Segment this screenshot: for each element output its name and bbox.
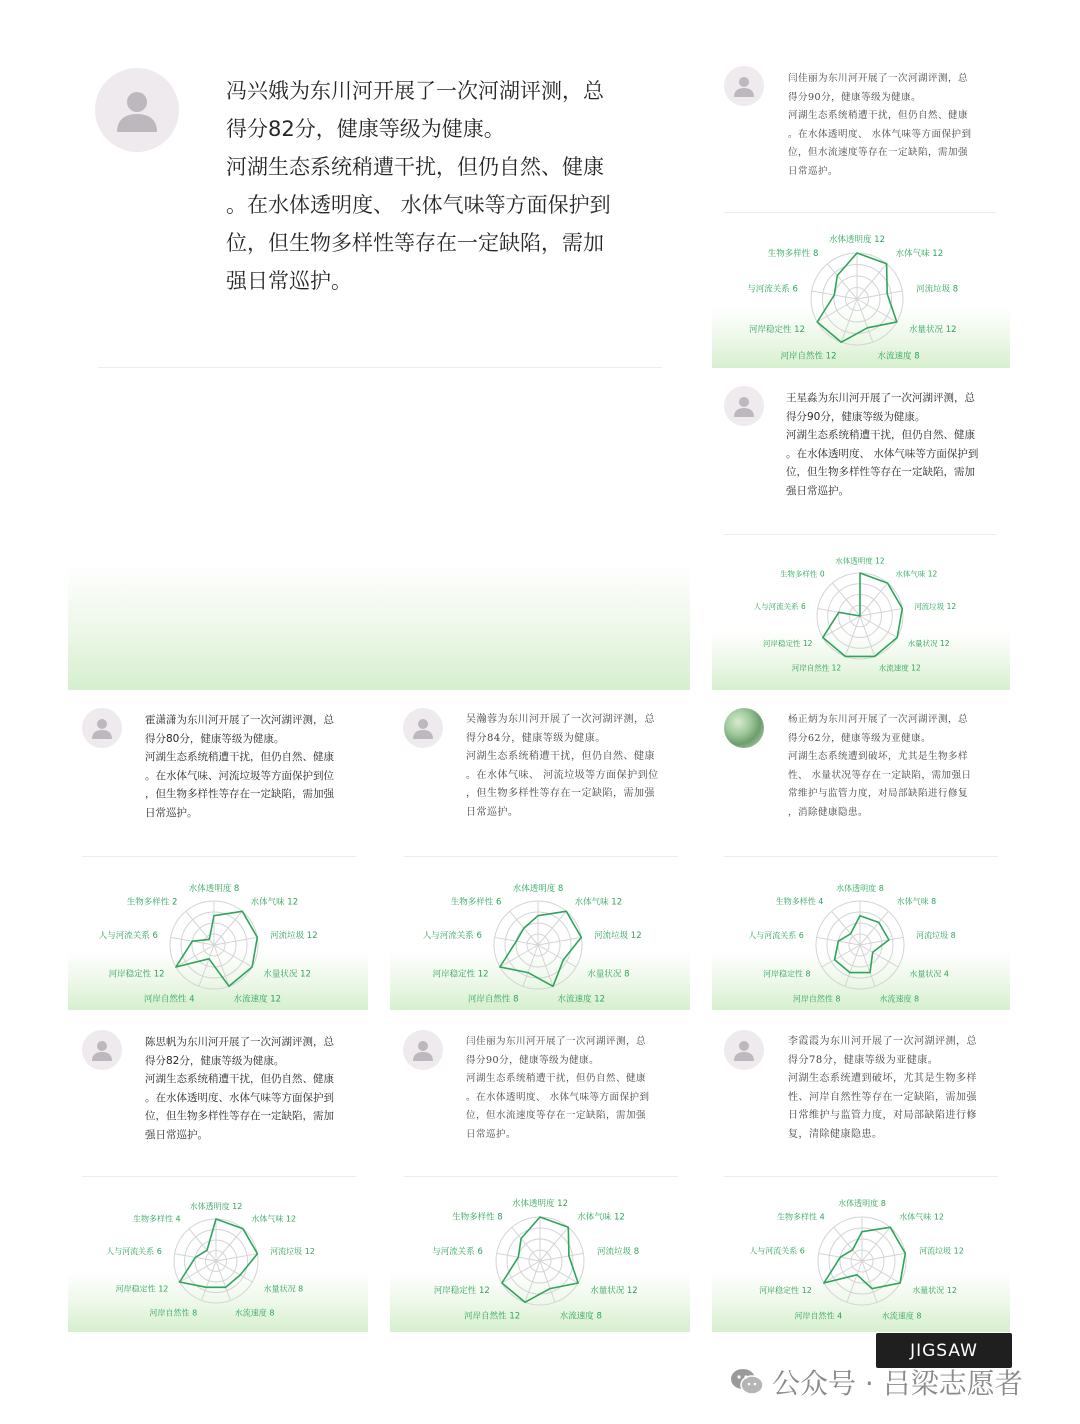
axis-label: 水体透明度 12 — [189, 1201, 243, 1211]
jigsaw-badge: JIGSAW — [876, 1333, 1012, 1368]
text-line: 位，但生物多样性等存在一定缺陷，需加 — [226, 231, 604, 255]
text-line: 得分90分，健康等级为健康。 — [786, 410, 926, 423]
text-line: 强日常巡护。 — [226, 269, 352, 293]
axis-label: 人与河流关系 6 — [753, 602, 806, 612]
radar-series — [500, 911, 581, 986]
text-line: 闫佳丽为东川河开展了一次河湖评测，总 — [788, 73, 969, 84]
grid-spoke — [834, 1227, 862, 1261]
text-line: 日常维护与监管力度，对局部缺陷进行修 — [788, 1110, 977, 1122]
axis-label: 水流速度 8 — [234, 1308, 275, 1318]
axis-label: 河流垃圾 8 — [916, 930, 956, 940]
avatar — [82, 708, 122, 748]
person-icon — [411, 1038, 435, 1062]
text-line: 河湖生态系统稍遭干扰，但仍自然、健康 — [145, 1073, 334, 1086]
axis-label: 生物多样性 2 — [126, 897, 178, 908]
axis-label: 水量状况 12 — [909, 325, 957, 335]
review-text — [145, 711, 361, 823]
axis-label: 水流速度 8 — [877, 351, 920, 362]
grid-spoke — [857, 264, 887, 299]
text-line: 吴瀚蓉为东川河开展了一次河湖评测，总 — [466, 714, 655, 725]
avatar — [724, 386, 764, 426]
grid-spoke — [845, 945, 860, 986]
avatar — [82, 1030, 122, 1070]
text-line: 常维护与监管力度，对局部缺陷进行修复 — [788, 788, 969, 800]
text-line: 强日常巡护。 — [786, 484, 849, 497]
text-line: 闫佳丽为东川河开展了一次河湖评测，总 — [466, 1036, 647, 1047]
text-line: 。在水体透明度、 水体气味等方面保护到 — [788, 128, 972, 140]
axis-label: 河岸稳定性 12 — [762, 639, 813, 649]
axis-label: 河岸稳定性 12 — [433, 1286, 490, 1296]
text-line: 位，但生物多样性等存在一定缺陷，需加 — [786, 466, 975, 479]
axis-label: 人与河流关系 6 — [748, 930, 804, 940]
radar-svg — [68, 862, 368, 1010]
axis-label: 水体气味 8 — [896, 897, 937, 907]
axis-label: 生物多样性 4 — [132, 1214, 181, 1224]
person-icon — [90, 1038, 114, 1062]
axis-label: 水流速度 12 — [233, 994, 282, 1005]
text-line: 冯兴娥为东川河开展了一次河湖评测，总 — [226, 79, 604, 103]
radar-svg — [390, 862, 690, 1010]
axis-label: 人与河流关系 6 — [106, 1247, 162, 1257]
axis-label: 生物多样性 0 — [779, 569, 825, 579]
axis-label: 生物多样性 8 — [767, 249, 819, 259]
radar-chart — [712, 862, 1010, 1010]
axis-label: 水量状况 4 — [909, 969, 950, 979]
divider — [724, 1176, 998, 1177]
axis-label: 河流垃圾 12 — [270, 1247, 315, 1257]
axis-label: 水体透明度 12 — [828, 235, 886, 245]
axis-label: 河岸自然性 8 — [467, 994, 519, 1005]
axis-label: 与河流关系 6 — [432, 1246, 483, 1257]
axis-label: 河岸自然性 8 — [792, 994, 841, 1004]
axis-label: 水量状况 8 — [263, 1284, 304, 1294]
axis-label: 生物多样性 4 — [777, 1212, 825, 1222]
text-line: 王星淼为东川河开展了一次河湖评测，总 — [786, 392, 975, 404]
axis-label: 河岸稳定性 12 — [108, 969, 165, 980]
grid-spoke — [832, 911, 860, 945]
text-line: 位，但水流速度等存在一定缺陷，需加强 — [788, 147, 969, 158]
divider — [724, 212, 996, 213]
review-text — [788, 1033, 1002, 1145]
grid-spoke — [214, 911, 242, 945]
axis-label: 河岸自然性 4 — [794, 1311, 843, 1321]
text-line: 霍潇潇为东川河开展了一次河湖评测，总 — [145, 714, 334, 726]
radar-svg — [68, 372, 690, 690]
text-line: 杨正炳为东川河开展了一次河湖评测，总 — [788, 714, 969, 725]
text-line: 。在水体透明度、 水体气味等方面保护到 — [226, 193, 611, 217]
axis-label: 水量状况 12 — [263, 969, 311, 980]
review-text — [788, 711, 1002, 823]
axis-label: 河岸自然性 12 — [464, 1311, 521, 1322]
axis-label: 水量状况 12 — [907, 639, 950, 649]
radar-chart — [68, 1182, 368, 1332]
radar-chart — [712, 216, 1010, 368]
text-line: 得分90分，健康等级为健康。 — [788, 91, 922, 103]
review-text — [788, 70, 998, 181]
text-line: 性、河岸自然性等存在一定缺陷，需加强 — [788, 1091, 977, 1103]
grid-spoke — [860, 945, 875, 986]
radar-svg — [712, 540, 1010, 690]
grid-spoke — [214, 945, 229, 986]
text-line: 。在水体透明度、 水体气味等方面保护到 — [786, 447, 979, 460]
axis-label: 水体气味 12 — [574, 897, 623, 908]
grid-spoke — [202, 1261, 216, 1300]
divider — [82, 856, 356, 857]
text-line: 日常巡护。 — [145, 806, 198, 819]
axis-label: 河岸自然性 12 — [780, 351, 837, 362]
axis-label: 河流垃圾 12 — [919, 1246, 964, 1256]
text-line: 。在水体气味、河流垃圾等方面保护到位 — [145, 769, 334, 782]
grid-spoke — [860, 583, 888, 616]
axis-label: 河流垃圾 12 — [270, 931, 318, 942]
grid-spoke — [540, 1227, 568, 1261]
grid-spoke — [857, 299, 873, 342]
text-line: ，消除健康隐患。 — [788, 806, 869, 818]
axis-label: 水体透明度 8 — [836, 883, 884, 893]
grid-spoke — [540, 1261, 555, 1302]
radar-chart — [390, 862, 690, 1010]
axis-label: 水流速度 12 — [557, 994, 606, 1005]
grid-spoke — [832, 583, 860, 616]
grid-spoke — [523, 945, 538, 986]
axis-label: 水流速度 12 — [878, 663, 921, 673]
axis-label: 生物多样性 6 — [450, 897, 502, 908]
radar-svg — [712, 216, 1010, 368]
axis-label: 水体透明度 8 — [512, 884, 564, 894]
axis-label: 河岸稳定性 12 — [759, 1285, 812, 1295]
text-line: ，但生物多样性等存在一定缺陷，需加强 — [145, 788, 334, 801]
axis-label: 水体气味 12 — [251, 1214, 297, 1224]
avatar — [95, 68, 179, 152]
text-line: 河湖生态系统稍遭干扰，但仍自然、健康 — [786, 429, 975, 442]
avatar-photo — [724, 708, 764, 748]
grid-spoke — [862, 1227, 890, 1261]
person-icon — [113, 86, 161, 134]
radar-svg — [712, 1182, 1010, 1332]
grid-spoke — [847, 1261, 862, 1302]
text-line: 河湖生态系统稍遭干扰，但仍自然、健康 — [466, 1073, 647, 1085]
person-icon — [411, 716, 435, 740]
axis-label: 水流速度 8 — [879, 994, 920, 1004]
text-line: 河湖生态系统稍遭干扰，但仍自然、健康 — [466, 751, 655, 763]
text-line: 河湖生态系统稍遭干扰，但仍自然、健康 — [226, 155, 604, 179]
text-line: 。在水体透明度、 水体气味等方面保护到 — [466, 1091, 650, 1103]
text-line: 得分78分，健康等级为亚健康。 — [788, 1054, 939, 1066]
axis-label: 河流垃圾 12 — [914, 602, 957, 612]
avatar — [724, 66, 764, 106]
review-text — [786, 389, 1002, 501]
wechat-watermark — [730, 1362, 1060, 1402]
axis-label: 水体透明度 8 — [838, 1198, 886, 1208]
axis-label: 水流速度 8 — [559, 1311, 602, 1322]
text-line: 李霞霞为东川河开展了一次河湖评测，总 — [788, 1036, 977, 1047]
axis-label: 河流垃圾 8 — [916, 284, 959, 295]
axis-label: 水体透明度 8 — [188, 884, 240, 894]
divider — [82, 1176, 356, 1177]
axis-label: 水流速度 8 — [881, 1311, 922, 1321]
axis-label: 河岸稳定性 12 — [748, 325, 805, 335]
divider — [724, 534, 996, 535]
axis-label: 水体气味 12 — [895, 569, 938, 579]
avatar — [724, 1030, 764, 1070]
watermark-text: 公众号 · 吕梁志愿者 — [772, 1367, 1023, 1400]
axis-label: 水体气味 12 — [250, 897, 299, 908]
radar-chart — [712, 1182, 1010, 1332]
wechat-icon — [730, 1367, 764, 1397]
person-icon — [90, 716, 114, 740]
axis-label: 与河流关系 6 — [747, 284, 798, 295]
text-line: 得分82分，健康等级为健康。 — [145, 1054, 285, 1067]
grid-spoke — [216, 1261, 230, 1300]
text-line: 得分82分，健康等级为健康。 — [226, 117, 505, 141]
axis-label: 河流垃圾 8 — [597, 1246, 640, 1257]
axis-label: 水体透明度 12 — [835, 556, 885, 566]
axis-label: 河岸稳定性 12 — [432, 969, 489, 980]
axis-label: 水体透明度 12 — [511, 1199, 569, 1209]
divider — [404, 1176, 678, 1177]
axis-label: 河岸自然性 8 — [149, 1308, 198, 1318]
axis-label: 河岸稳定性 12 — [115, 1284, 169, 1294]
axis-label: 水量状况 12 — [590, 1286, 638, 1296]
radar-svg — [390, 1182, 690, 1332]
radar-series — [176, 911, 257, 986]
axis-label: 河岸自然性 4 — [143, 994, 195, 1005]
text-line: 河湖生态系统稍遭干扰，但仍自然、健康 — [788, 110, 969, 121]
text-line: 复，清除健康隐患。 — [788, 1128, 883, 1140]
text-line: 得分84分，健康等级为健康。 — [466, 732, 606, 744]
axis-label: 生物多样性 8 — [452, 1212, 503, 1223]
text-line: 河湖生态系统稍遭干扰，但仍自然、健康 — [145, 751, 334, 764]
text-line: 位，但生物多样性等存在一定缺陷，需加 — [145, 1110, 334, 1123]
text-line: 得分62分，健康等级为亚健康。 — [788, 732, 932, 744]
review-text — [145, 1033, 361, 1145]
person-icon — [732, 394, 756, 418]
axis-label: 人与河流关系 6 — [749, 1246, 805, 1256]
radar-chart — [390, 1182, 690, 1332]
grid-spoke — [845, 616, 860, 656]
review-text — [466, 1033, 682, 1145]
person-icon — [732, 1038, 756, 1062]
text-line: 。在水体透明度、水体气味等方面保护到 — [145, 1091, 334, 1104]
axis-label: 人与河流关系 6 — [98, 931, 158, 942]
grid-spoke — [538, 911, 566, 945]
grid-spoke — [199, 945, 214, 986]
review-text — [466, 711, 682, 823]
text-line: 陈思帆为东川河开展了一次河湖评测，总 — [145, 1036, 334, 1048]
divider — [404, 856, 678, 857]
radar-svg — [712, 862, 1010, 1010]
radar-chart — [68, 372, 690, 690]
text-line: 位，但水流速度等存在一定缺陷，需加强 — [466, 1110, 647, 1122]
text-line: ，但生物多样性等存在一定缺陷，需加强 — [466, 788, 655, 800]
text-line: 得分90分，健康等级为健康。 — [466, 1054, 600, 1066]
avatar — [403, 1030, 443, 1070]
axis-label: 河流垃圾 12 — [594, 931, 642, 942]
radar-svg — [68, 1182, 368, 1332]
axis-label: 河岸自然性 12 — [791, 663, 842, 673]
grid-spoke — [860, 911, 888, 945]
axis-label: 人与河流关系 6 — [422, 931, 482, 942]
divider — [98, 367, 662, 368]
axis-label: 水量状况 8 — [587, 969, 630, 980]
axis-label: 生物多样性 4 — [775, 897, 824, 907]
radar-chart — [712, 540, 1010, 690]
text-line: 性、 水量状况等存在一定缺陷，需加强日 — [788, 769, 972, 781]
text-line: 河湖生态系统遭到破坏，尤其是生物多样 — [788, 1073, 977, 1085]
grid-spoke — [216, 1229, 243, 1261]
text-line: 强日常巡护。 — [145, 1128, 208, 1141]
axis-label: 水体气味 12 — [899, 1212, 945, 1222]
axis-label: 河岸稳定性 8 — [762, 969, 811, 979]
text-line: 河湖生态系统遭到破坏，尤其是生物多样 — [788, 751, 969, 763]
text-line: 。在水体气味、 河流垃圾等方面保护到位 — [466, 769, 659, 781]
radar-chart — [68, 862, 368, 1010]
axis-label: 水体气味 12 — [895, 249, 944, 259]
review-text — [226, 72, 666, 300]
text-line: 日常巡护。 — [466, 1128, 517, 1140]
divider — [724, 856, 998, 857]
text-line: 日常巡护。 — [466, 806, 519, 818]
text-line: 得分80分，健康等级为健康。 — [145, 732, 285, 745]
axis-label: 水量状况 12 — [912, 1285, 957, 1295]
person-icon — [732, 74, 756, 98]
axis-label: 水体气味 12 — [577, 1212, 625, 1223]
grid-spoke — [860, 616, 875, 656]
text-line: 日常巡护。 — [788, 165, 839, 177]
avatar — [403, 708, 443, 748]
